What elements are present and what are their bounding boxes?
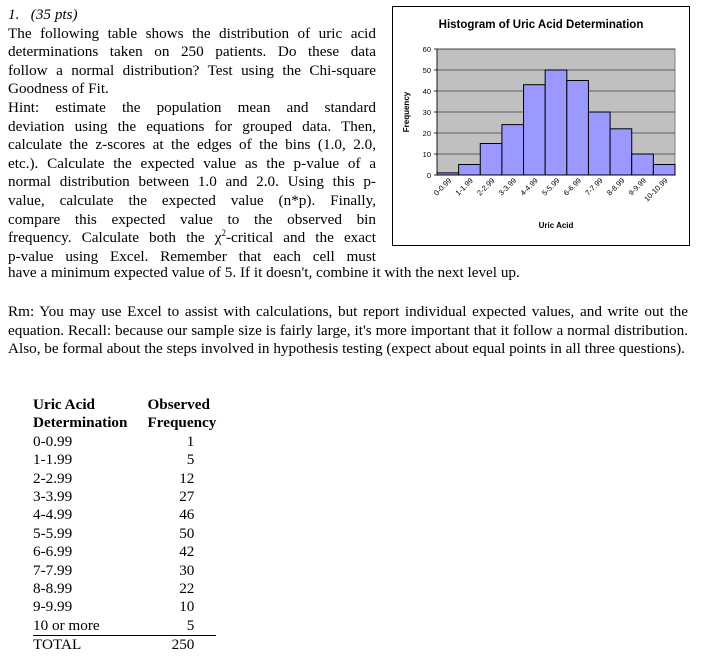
col2-header-line: Observed bbox=[147, 396, 210, 413]
question-text bbox=[8, 6, 376, 266]
hint-line-part: frequency. Calculate both the bbox=[8, 229, 215, 247]
x-tick-label: 8-8.99 bbox=[604, 176, 627, 198]
range-cell: 0-0.99 bbox=[33, 432, 73, 450]
range-cell: 4-4.99 bbox=[33, 506, 73, 524]
histogram-bar bbox=[588, 112, 610, 175]
hint-line-part: -critical and the exact bbox=[226, 229, 376, 247]
total-value: 250 bbox=[171, 636, 195, 654]
x-tick-label: 2-2.99 bbox=[475, 176, 497, 198]
question-number: 1. bbox=[8, 6, 20, 23]
table-row bbox=[33, 580, 216, 598]
y-axis-label: Frequency bbox=[402, 91, 411, 133]
x-tick-label: 9-9.99 bbox=[626, 176, 648, 198]
range-cell: 6-6.99 bbox=[33, 543, 73, 561]
freq-cell: 1 bbox=[186, 432, 195, 450]
freq-cell: 27 bbox=[179, 488, 195, 506]
histogram-bar bbox=[545, 70, 567, 175]
freq-cell: 42 bbox=[179, 543, 195, 561]
question-header bbox=[8, 6, 376, 25]
question-line: follow a normal distribution? Test using the Chi-square bbox=[8, 61, 376, 79]
hint-line-chi bbox=[8, 229, 376, 248]
x-tick-label: 1-1.99 bbox=[453, 176, 475, 198]
x-tick-label: 6-6.99 bbox=[561, 176, 584, 198]
frequency-table bbox=[33, 396, 216, 655]
question-line: The following table shows the distribution of uric acid bbox=[8, 24, 376, 42]
hint-tail: have a minimum expected value of 5. If it doesn't, combine it with the next level up. bbox=[8, 264, 520, 281]
hint-line: value, calculate the expected value (n*p). Finally, bbox=[8, 191, 376, 209]
range-cell: 7-7.99 bbox=[33, 561, 73, 579]
range-cell: 10 or more bbox=[33, 617, 127, 636]
x-axis-label: Uric Acid bbox=[538, 221, 574, 230]
freq-cell: 30 bbox=[179, 561, 195, 579]
question-line: determinations taken on 250 patients. Do these data bbox=[8, 43, 376, 61]
chi-symbol: χ bbox=[214, 229, 222, 247]
total-row bbox=[33, 636, 216, 655]
y-tick-label: 50 bbox=[422, 66, 431, 75]
x-tick-label: 3-3.99 bbox=[496, 176, 519, 198]
x-tick-label: 4-4.99 bbox=[518, 176, 540, 198]
hint-line: compare this expected value to the observed bin bbox=[8, 210, 376, 228]
freq-cell: 50 bbox=[179, 524, 195, 542]
hint-line: p-value using Excel. Remember that each cell must bbox=[8, 247, 376, 265]
table-row bbox=[33, 562, 216, 580]
histogram-bar bbox=[459, 165, 481, 176]
y-tick-label: 10 bbox=[422, 150, 431, 159]
col1-header-line: Uric Acid bbox=[33, 396, 96, 413]
col2-header bbox=[127, 396, 216, 433]
remark-paragraph: Rm: You may use Excel to assist with calculations, but report individual expected values, and write out the equation. Recall: because our sample size is fairly large, it's more important that it follow a normal distribution. Also, be formal about the steps involved in hypothesis testing (expect about equal points in all three questions). bbox=[8, 303, 688, 358]
x-tick-label: 0-0.99 bbox=[431, 176, 454, 198]
histogram-bar bbox=[632, 154, 654, 175]
histogram-bar bbox=[437, 173, 459, 175]
range-cell: 9-9.99 bbox=[33, 598, 73, 616]
freq-cell: 22 bbox=[179, 580, 195, 598]
table-row bbox=[33, 617, 216, 636]
y-tick-label: 0 bbox=[426, 171, 431, 180]
col1-header-line: Determination bbox=[33, 414, 128, 432]
freq-cell: 10 bbox=[179, 598, 195, 616]
histogram-bar bbox=[653, 165, 675, 176]
freq-cell: 5 bbox=[127, 617, 216, 636]
histogram-bar bbox=[610, 129, 632, 175]
x-tick-label: 10-10.99 bbox=[642, 176, 670, 204]
hint-line: calculate the z-scores at the edges of the bins (1.0, 2.0, bbox=[8, 136, 376, 154]
table-row bbox=[33, 543, 216, 561]
table-row bbox=[33, 451, 216, 469]
x-tick-label: 7-7.99 bbox=[583, 176, 605, 198]
histogram-bar bbox=[567, 81, 589, 176]
range-cell: 8-8.99 bbox=[33, 580, 73, 598]
y-tick-label: 30 bbox=[422, 108, 431, 117]
table-row bbox=[33, 488, 216, 506]
y-tick-label: 40 bbox=[422, 87, 431, 96]
table-row bbox=[33, 525, 216, 543]
table-row bbox=[33, 433, 216, 451]
table-row bbox=[33, 470, 216, 488]
range-cell: 5-5.99 bbox=[33, 524, 73, 542]
hint-line: normal distribution between 1.0 and 2.0. Using this p- bbox=[8, 173, 376, 191]
col1-header bbox=[33, 396, 127, 433]
hint-line: etc.). Calculate the expected value as the p-value of a bbox=[8, 154, 376, 172]
histogram-bar bbox=[480, 144, 502, 176]
range-cell: 2-2.99 bbox=[33, 469, 73, 487]
y-tick-label: 60 bbox=[422, 45, 431, 54]
question-points: (35 pts) bbox=[30, 6, 78, 23]
freq-cell: 46 bbox=[179, 506, 195, 524]
histogram-chart bbox=[392, 6, 690, 246]
hint-line: deviation using the equations for grouped data. Then, bbox=[8, 117, 376, 135]
histogram-svg bbox=[393, 7, 689, 245]
histogram-bar bbox=[502, 125, 524, 175]
table-row bbox=[33, 598, 216, 616]
y-tick-label: 20 bbox=[422, 129, 431, 138]
freq-cell: 12 bbox=[179, 469, 195, 487]
col2-header-line: Frequency bbox=[147, 414, 217, 432]
hint-line: Hint: estimate the population mean and standard bbox=[8, 98, 376, 116]
table-header-row bbox=[33, 396, 216, 433]
chi-superscript: 2 bbox=[221, 228, 226, 239]
range-cell: 1-1.99 bbox=[33, 451, 73, 469]
chart-title: Histogram of Uric Acid Determination bbox=[438, 19, 644, 31]
range-cell: 3-3.99 bbox=[33, 488, 73, 506]
total-label: TOTAL bbox=[33, 636, 82, 654]
histogram-bar bbox=[524, 85, 546, 175]
x-tick-label: 5-5.99 bbox=[540, 176, 562, 198]
table-row bbox=[33, 506, 216, 524]
freq-cell: 5 bbox=[186, 451, 195, 469]
question-line: Goodness of Fit. bbox=[8, 80, 109, 98]
